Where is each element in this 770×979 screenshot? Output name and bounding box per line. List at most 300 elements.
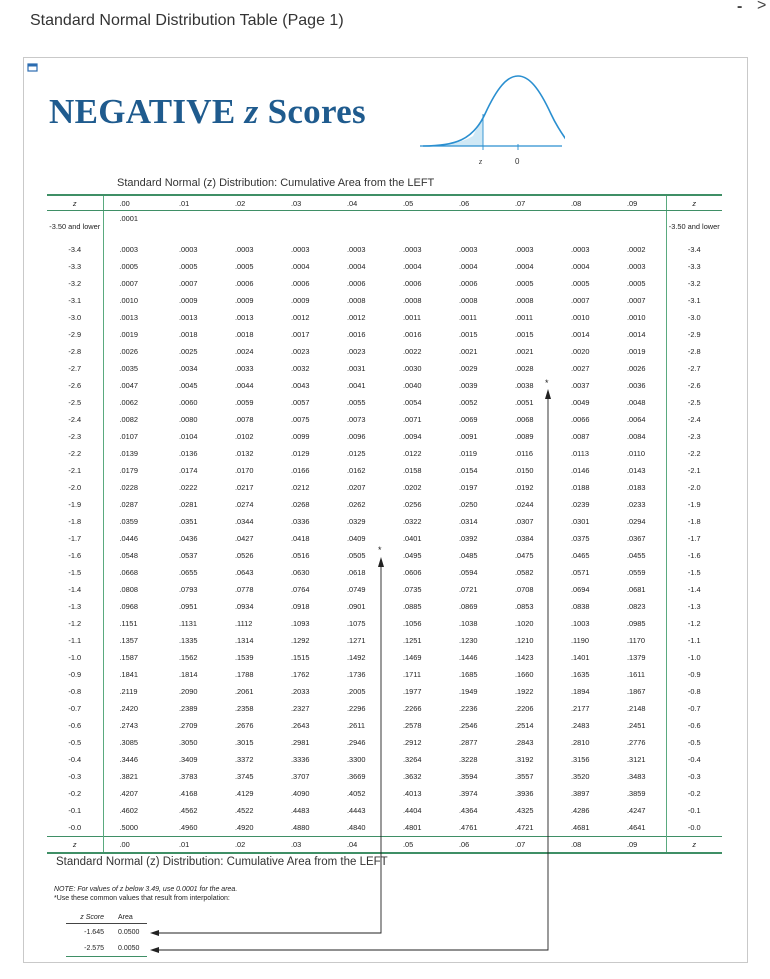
table-cell: .1949 <box>459 687 478 696</box>
table-cell: .1038 <box>459 619 478 628</box>
table-cell: .0643 <box>235 568 254 577</box>
table-row <box>47 513 722 530</box>
table-cell: .2877 <box>459 738 478 747</box>
z-label-left: -2.8 <box>47 343 103 360</box>
table-row <box>47 751 722 768</box>
table-cell: .0032 <box>291 364 310 373</box>
table-cell: .0003 <box>347 245 366 254</box>
table-cell: .2061 <box>235 687 254 696</box>
table-cell: .0040 <box>403 381 422 390</box>
table-cell: .4483 <box>291 806 310 815</box>
footer-z-left: z <box>47 837 103 854</box>
table-cell: .0048 <box>627 398 646 407</box>
table-cell: .1894 <box>571 687 590 696</box>
table-cell: .0016 <box>347 330 366 339</box>
table-cell: .3821 <box>119 772 138 781</box>
z-label-left: -1.7 <box>47 530 103 547</box>
header-col: .08 <box>555 195 611 211</box>
table-cell: .0003 <box>119 245 138 254</box>
table-cell: .3156 <box>571 755 590 764</box>
table-cell: .0013 <box>235 313 254 322</box>
table-cell: .0003 <box>627 262 646 271</box>
table-cell: .0052 <box>459 398 478 407</box>
table-cell: .0901 <box>347 602 366 611</box>
z-label-left: -2.9 <box>47 326 103 343</box>
table-cell: .3520 <box>571 772 590 781</box>
table-cell: .0073 <box>347 415 366 424</box>
table-cell: .3446 <box>119 755 138 764</box>
minimize-button[interactable]: - <box>737 0 743 15</box>
table-cell: .1131 <box>179 619 197 628</box>
z-label-left: -1.9 <box>47 496 103 513</box>
table-cell: .0096 <box>347 432 366 441</box>
z-label-right: -2.8 <box>666 343 722 360</box>
z-label-left: -1.6 <box>47 547 103 564</box>
table-cell: .0005 <box>235 262 254 271</box>
table-cell: .1814 <box>179 670 198 679</box>
table-cell: .3050 <box>179 738 198 747</box>
table-cell: .0057 <box>291 398 310 407</box>
table-cell: .0113 <box>571 449 589 458</box>
table-cell: .0045 <box>179 381 198 390</box>
table-cell: .0084 <box>627 432 646 441</box>
footer-col: .09 <box>611 837 666 854</box>
common-z-value: -1.645 <box>84 928 104 936</box>
table-cell: .0222 <box>179 483 198 492</box>
table-cell: .3372 <box>235 755 254 764</box>
table-cell: .0010 <box>627 313 646 322</box>
table-cell: .4641 <box>627 823 646 832</box>
table-row <box>47 462 722 479</box>
table-cell: .3264 <box>403 755 422 764</box>
table-cell: .2776 <box>627 738 646 747</box>
table-cell: .0013 <box>179 313 198 322</box>
z-label-right: -3.1 <box>666 292 722 309</box>
z-label-left: -3.1 <box>47 292 103 309</box>
table-cell: .0005 <box>119 262 138 271</box>
table-cell: .0010 <box>571 313 590 322</box>
table-cell: .0059 <box>235 398 254 407</box>
table-cell: .3897 <box>571 789 590 798</box>
z-label-right: -3.0 <box>666 309 722 326</box>
table-cell: .0004 <box>403 262 422 271</box>
table-note <box>54 885 237 903</box>
table-cell: .1170 <box>627 636 645 645</box>
z-label-right: -2.9 <box>666 326 722 343</box>
table-cell: .1469 <box>403 653 422 662</box>
table-cell: .0004 <box>571 262 590 271</box>
z-label-left: -0.7 <box>47 700 103 717</box>
z-label-right: -0.4 <box>666 751 722 768</box>
z-label-left: -2.5 <box>47 394 103 411</box>
table-cell: .0014 <box>571 330 590 339</box>
table-cell: .1492 <box>347 653 366 662</box>
table-cell: .0749 <box>347 585 366 594</box>
normal-curve-diagram <box>415 66 565 174</box>
table-cell: .0262 <box>347 500 366 509</box>
table-cell: .0618 <box>347 568 366 577</box>
table-cell: .2177 <box>571 704 590 713</box>
common-values-row <box>66 940 147 957</box>
table-cell: .0401 <box>403 534 422 543</box>
table-cell: .0104 <box>179 432 198 441</box>
table-cell: .3936 <box>515 789 534 798</box>
common-values-row <box>66 924 147 941</box>
table-cell: .0559 <box>627 568 646 577</box>
table-cell: .1762 <box>291 670 310 679</box>
table-cell: .0004 <box>515 262 534 271</box>
table-cell: .0853 <box>515 602 534 611</box>
table-cell: .0630 <box>291 568 310 577</box>
z-label-right: -1.9 <box>666 496 722 513</box>
curve-zero-label: 0 <box>515 157 520 166</box>
table-cell: .0015 <box>459 330 478 339</box>
z-label-right: -0.2 <box>666 785 722 802</box>
table-cell: .0021 <box>459 347 478 356</box>
z-label-right: -1.6 <box>666 547 722 564</box>
table-row <box>47 734 722 751</box>
z-label-right: -0.8 <box>666 683 722 700</box>
z-label-right: -0.7 <box>666 700 722 717</box>
table-cell: .4761 <box>459 823 478 832</box>
table-cell: .0375 <box>571 534 590 543</box>
table-cell: .0060 <box>179 398 198 407</box>
table-cell: .0006 <box>347 279 366 288</box>
table-row <box>47 377 722 394</box>
table-cell: .0008 <box>403 296 422 305</box>
table-cell: .2451 <box>627 721 646 730</box>
table-cell: .0446 <box>119 534 138 543</box>
table-row <box>47 785 722 802</box>
table-cell: .1093 <box>291 619 310 628</box>
table-row <box>47 258 722 275</box>
table-cell: .0154 <box>459 466 478 475</box>
table-cell: .0166 <box>291 466 310 475</box>
table-cell: .2236 <box>459 704 478 713</box>
table-cell: .1075 <box>347 619 366 628</box>
z-label-left: -2.3 <box>47 428 103 445</box>
table-cell: .0107 <box>119 432 138 441</box>
table-cell: .0516 <box>291 551 310 560</box>
table-cell: .0465 <box>571 551 590 560</box>
table-cell: .4960 <box>179 823 198 832</box>
table-cell: .0268 <box>291 500 310 509</box>
table-cell: .0006 <box>403 279 422 288</box>
table-cell: .0681 <box>627 585 646 594</box>
table-cell: .0281 <box>179 500 198 509</box>
table-cell: .2946 <box>347 738 366 747</box>
table-cell: .0006 <box>291 279 310 288</box>
table-cell: .0003 <box>291 245 310 254</box>
table-row <box>47 411 722 428</box>
table-cell: .0197 <box>459 483 478 492</box>
z-label-right: -2.3 <box>666 428 722 445</box>
table-cell: .1587 <box>119 653 138 662</box>
table-cell: .0778 <box>235 585 254 594</box>
z-label-right: -2.7 <box>666 360 722 377</box>
z-label-right: -0.9 <box>666 666 722 683</box>
table-cell: .0287 <box>119 500 138 509</box>
table-cell: .3594 <box>459 772 478 781</box>
table-cell: .0007 <box>119 279 138 288</box>
table-cell: .0031 <box>347 364 366 373</box>
z-label-left: -1.4 <box>47 581 103 598</box>
table-cell: .1112 <box>235 619 253 628</box>
z-label-right: -0.1 <box>666 802 722 819</box>
header-col: .03 <box>275 195 331 211</box>
table-cell: .0793 <box>179 585 198 594</box>
table-cell: .0217 <box>235 483 254 492</box>
footer-col: .08 <box>555 837 611 854</box>
table-cell: .0005 <box>571 279 590 288</box>
table-cell: .0885 <box>403 602 422 611</box>
table-cell: .0071 <box>403 415 422 424</box>
footer-col: .00 <box>103 837 163 854</box>
table-cell: .2148 <box>627 704 646 713</box>
table-cell: .0066 <box>571 415 590 424</box>
table-cell: .1230 <box>459 636 478 645</box>
table-cell: .0033 <box>235 364 254 373</box>
table-row <box>47 615 722 632</box>
table-cell: .1685 <box>459 670 478 679</box>
table-cell: .0004 <box>347 262 366 271</box>
table-row <box>47 547 722 564</box>
table-cell: .3336 <box>291 755 310 764</box>
table-cell: .0143 <box>627 466 646 475</box>
header-col: .09 <box>611 195 666 211</box>
table-cell: .0239 <box>571 500 590 509</box>
header-col: .02 <box>219 195 275 211</box>
z-label-right: -2.2 <box>666 445 722 462</box>
table-cell: .0036 <box>627 381 646 390</box>
table-cell: .0019 <box>627 347 646 356</box>
z-label-left: -0.2 <box>47 785 103 802</box>
table-cell: .0003 <box>571 245 590 254</box>
table-row <box>47 445 722 462</box>
table-cell: .0329 <box>347 517 366 526</box>
table-cell: .0011 <box>459 313 477 322</box>
table-cell: .0244 <box>515 500 534 509</box>
table-cell: .2843 <box>515 738 534 747</box>
footer-col: .06 <box>443 837 499 854</box>
table-cell: .2119 <box>119 687 138 696</box>
table-cell: .0314 <box>459 517 478 526</box>
common-area-value: 0.0500 <box>118 928 140 936</box>
table-cell: .2483 <box>571 721 590 730</box>
table-cell: .0003 <box>403 245 422 254</box>
z-label-left: -2.4 <box>47 411 103 428</box>
table-cell: .0735 <box>403 585 422 594</box>
table-cell: .0102 <box>235 432 254 441</box>
table-row <box>47 309 722 326</box>
table-cell: .1056 <box>403 619 422 628</box>
z-label-right: -3.2 <box>666 275 722 292</box>
table-cell: .0019 <box>119 330 138 339</box>
table-cell: .0968 <box>119 602 138 611</box>
expand-icon[interactable] <box>27 62 38 73</box>
table-cell: .0089 <box>515 432 534 441</box>
common-area-value: 0.0050 <box>118 940 147 957</box>
table-cell: .1401 <box>571 653 590 662</box>
table-cell: .0004 <box>291 262 310 271</box>
table-cell: .0808 <box>119 585 138 594</box>
table-cell: .3121 <box>627 755 646 764</box>
table-cell: .0132 <box>235 449 254 458</box>
table-cell: .0158 <box>403 466 422 475</box>
table-cell: .0307 <box>515 517 534 526</box>
z-label-right: -0.6 <box>666 717 722 734</box>
table-cell: .0838 <box>571 602 590 611</box>
z-label-right: -0.0 <box>666 819 722 837</box>
table-cell: .0116 <box>515 449 533 458</box>
table-caption-bottom: Standard Normal (z) Distribution: Cumulative Area from the LEFT <box>56 856 388 868</box>
table-cell: .1335 <box>179 636 198 645</box>
z-label-left: -0.0 <box>47 819 103 837</box>
table-cell: .0228 <box>119 483 138 492</box>
table-cell: .0537 <box>179 551 198 560</box>
table-row <box>47 428 722 445</box>
table-cell: .0582 <box>515 568 534 577</box>
table-cell: .2005 <box>347 687 366 696</box>
table-cell: .0009 <box>235 296 254 305</box>
table-cell: .0170 <box>235 466 254 475</box>
table-cell: .4562 <box>179 806 198 815</box>
table-cell: .2358 <box>235 704 254 713</box>
table-cell: .0427 <box>235 534 254 543</box>
table-caption-top: Standard Normal (z) Distribution: Cumulative Area from the LEFT <box>117 177 435 189</box>
table-cell: .1151 <box>119 619 138 628</box>
note-line-2: *Use these common values that result from interpolation: <box>54 895 230 902</box>
table-cell: .1841 <box>119 670 138 679</box>
table-row <box>47 700 722 717</box>
table-cell: .1660 <box>515 670 534 679</box>
table-cell: .0359 <box>119 517 138 526</box>
table-cell: .0013 <box>119 313 138 322</box>
common-area-header: Area <box>118 911 147 924</box>
table-cell: .2810 <box>571 738 590 747</box>
table-cell: .0192 <box>515 483 534 492</box>
table-cell: .0571 <box>571 568 590 577</box>
table-cell: .0043 <box>291 381 310 390</box>
table-cell: .1379 <box>627 653 646 662</box>
table-cell: .0934 <box>235 602 254 611</box>
table-cell: .3483 <box>627 772 646 781</box>
z-label-left: -1.8 <box>47 513 103 530</box>
table-row <box>47 598 722 615</box>
table-cell: .1190 <box>571 636 589 645</box>
common-values-header <box>66 911 147 924</box>
z-label-right: -1.7 <box>666 530 722 547</box>
next-page-button[interactable]: > <box>757 0 767 14</box>
note-line-1: NOTE: For values of z below 3.49, use 0.0001 for the area. <box>54 886 238 893</box>
table-cell: .0021 <box>515 347 534 356</box>
table-row <box>47 802 722 819</box>
z-label-right: -3.50 and lower <box>666 211 722 242</box>
table-cell: .0003 <box>459 245 478 254</box>
negative-z-scores-heading: NEGATIVE z Scores <box>49 92 366 131</box>
table-cell: .0055 <box>347 398 366 407</box>
table-cell: .0009 <box>179 296 198 305</box>
table-cell: .0099 <box>291 432 310 441</box>
table-row <box>47 479 722 496</box>
table-cell: .4721 <box>515 823 534 832</box>
table-cell: .0047 <box>119 381 138 390</box>
table-cell: .0212 <box>291 483 310 492</box>
table-cell: .0418 <box>291 534 310 543</box>
table-row <box>47 819 722 837</box>
table-cell: .4681 <box>571 823 590 832</box>
table-cell: .0668 <box>119 568 138 577</box>
table-cell: .0030 <box>403 364 422 373</box>
z-table <box>47 194 722 854</box>
table-cell: .1562 <box>179 653 198 662</box>
table-cell: .3974 <box>459 789 478 798</box>
table-cell: .0146 <box>571 466 590 475</box>
table-cell: .0918 <box>291 602 310 611</box>
z-label-right: -3.4 <box>666 241 722 258</box>
table-cell: .0049 <box>571 398 590 407</box>
z-label-left: -1.1 <box>47 632 103 649</box>
table-cell: .0485 <box>459 551 478 560</box>
table-cell: .1251 <box>403 636 422 645</box>
table-cell: .0039 <box>459 381 478 390</box>
table-row <box>47 717 722 734</box>
table-cell: .1357 <box>119 636 138 645</box>
footer-z-right: z <box>666 837 722 854</box>
table-cell: .0174 <box>179 466 198 475</box>
table-cell: .3783 <box>179 772 198 781</box>
table-cell: .0526 <box>235 551 254 560</box>
z-label-left: -3.3 <box>47 258 103 275</box>
z-label-right: -2.1 <box>666 462 722 479</box>
footer-col: .02 <box>219 837 275 854</box>
table-cell: .0122 <box>403 449 422 458</box>
header-col: .06 <box>443 195 499 211</box>
z-label-right: -1.3 <box>666 598 722 615</box>
table-cell: .1788 <box>235 670 254 679</box>
star-marker: * <box>378 545 382 555</box>
table-cell: .2578 <box>403 721 422 730</box>
table-cell: .0064 <box>627 415 646 424</box>
z-label-right: -1.0 <box>666 649 722 666</box>
table-cell: .0110 <box>627 449 645 458</box>
z-label-right: -2.0 <box>666 479 722 496</box>
table-cell: .0017 <box>291 330 310 339</box>
table-cell: .0233 <box>627 500 646 509</box>
table-cell: .0041 <box>347 381 366 390</box>
table-cell: .1271 <box>347 636 366 645</box>
table-cell: .0082 <box>119 415 138 424</box>
z-label-left: -1.5 <box>47 564 103 581</box>
table-cell: .0594 <box>459 568 478 577</box>
table-cell: .0384 <box>515 534 534 543</box>
table-cell: .0044 <box>235 381 254 390</box>
table-cell: .2090 <box>179 687 198 696</box>
z-label-right: -3.3 <box>666 258 722 275</box>
z-label-left: -1.2 <box>47 615 103 632</box>
table-cell: .2266 <box>403 704 422 713</box>
common-z-value: -2.575 <box>66 940 118 957</box>
table-cell: .3409 <box>179 755 198 764</box>
table-cell: .0009 <box>291 296 310 305</box>
footer-col: .01 <box>163 837 219 854</box>
table-cell: .0026 <box>627 364 646 373</box>
table-cell: .0028 <box>515 364 534 373</box>
table-cell: .0022 <box>403 347 422 356</box>
z-label-left: -0.5 <box>47 734 103 751</box>
z-label-right: -2.4 <box>666 411 722 428</box>
table-cell: .0020 <box>571 347 590 356</box>
